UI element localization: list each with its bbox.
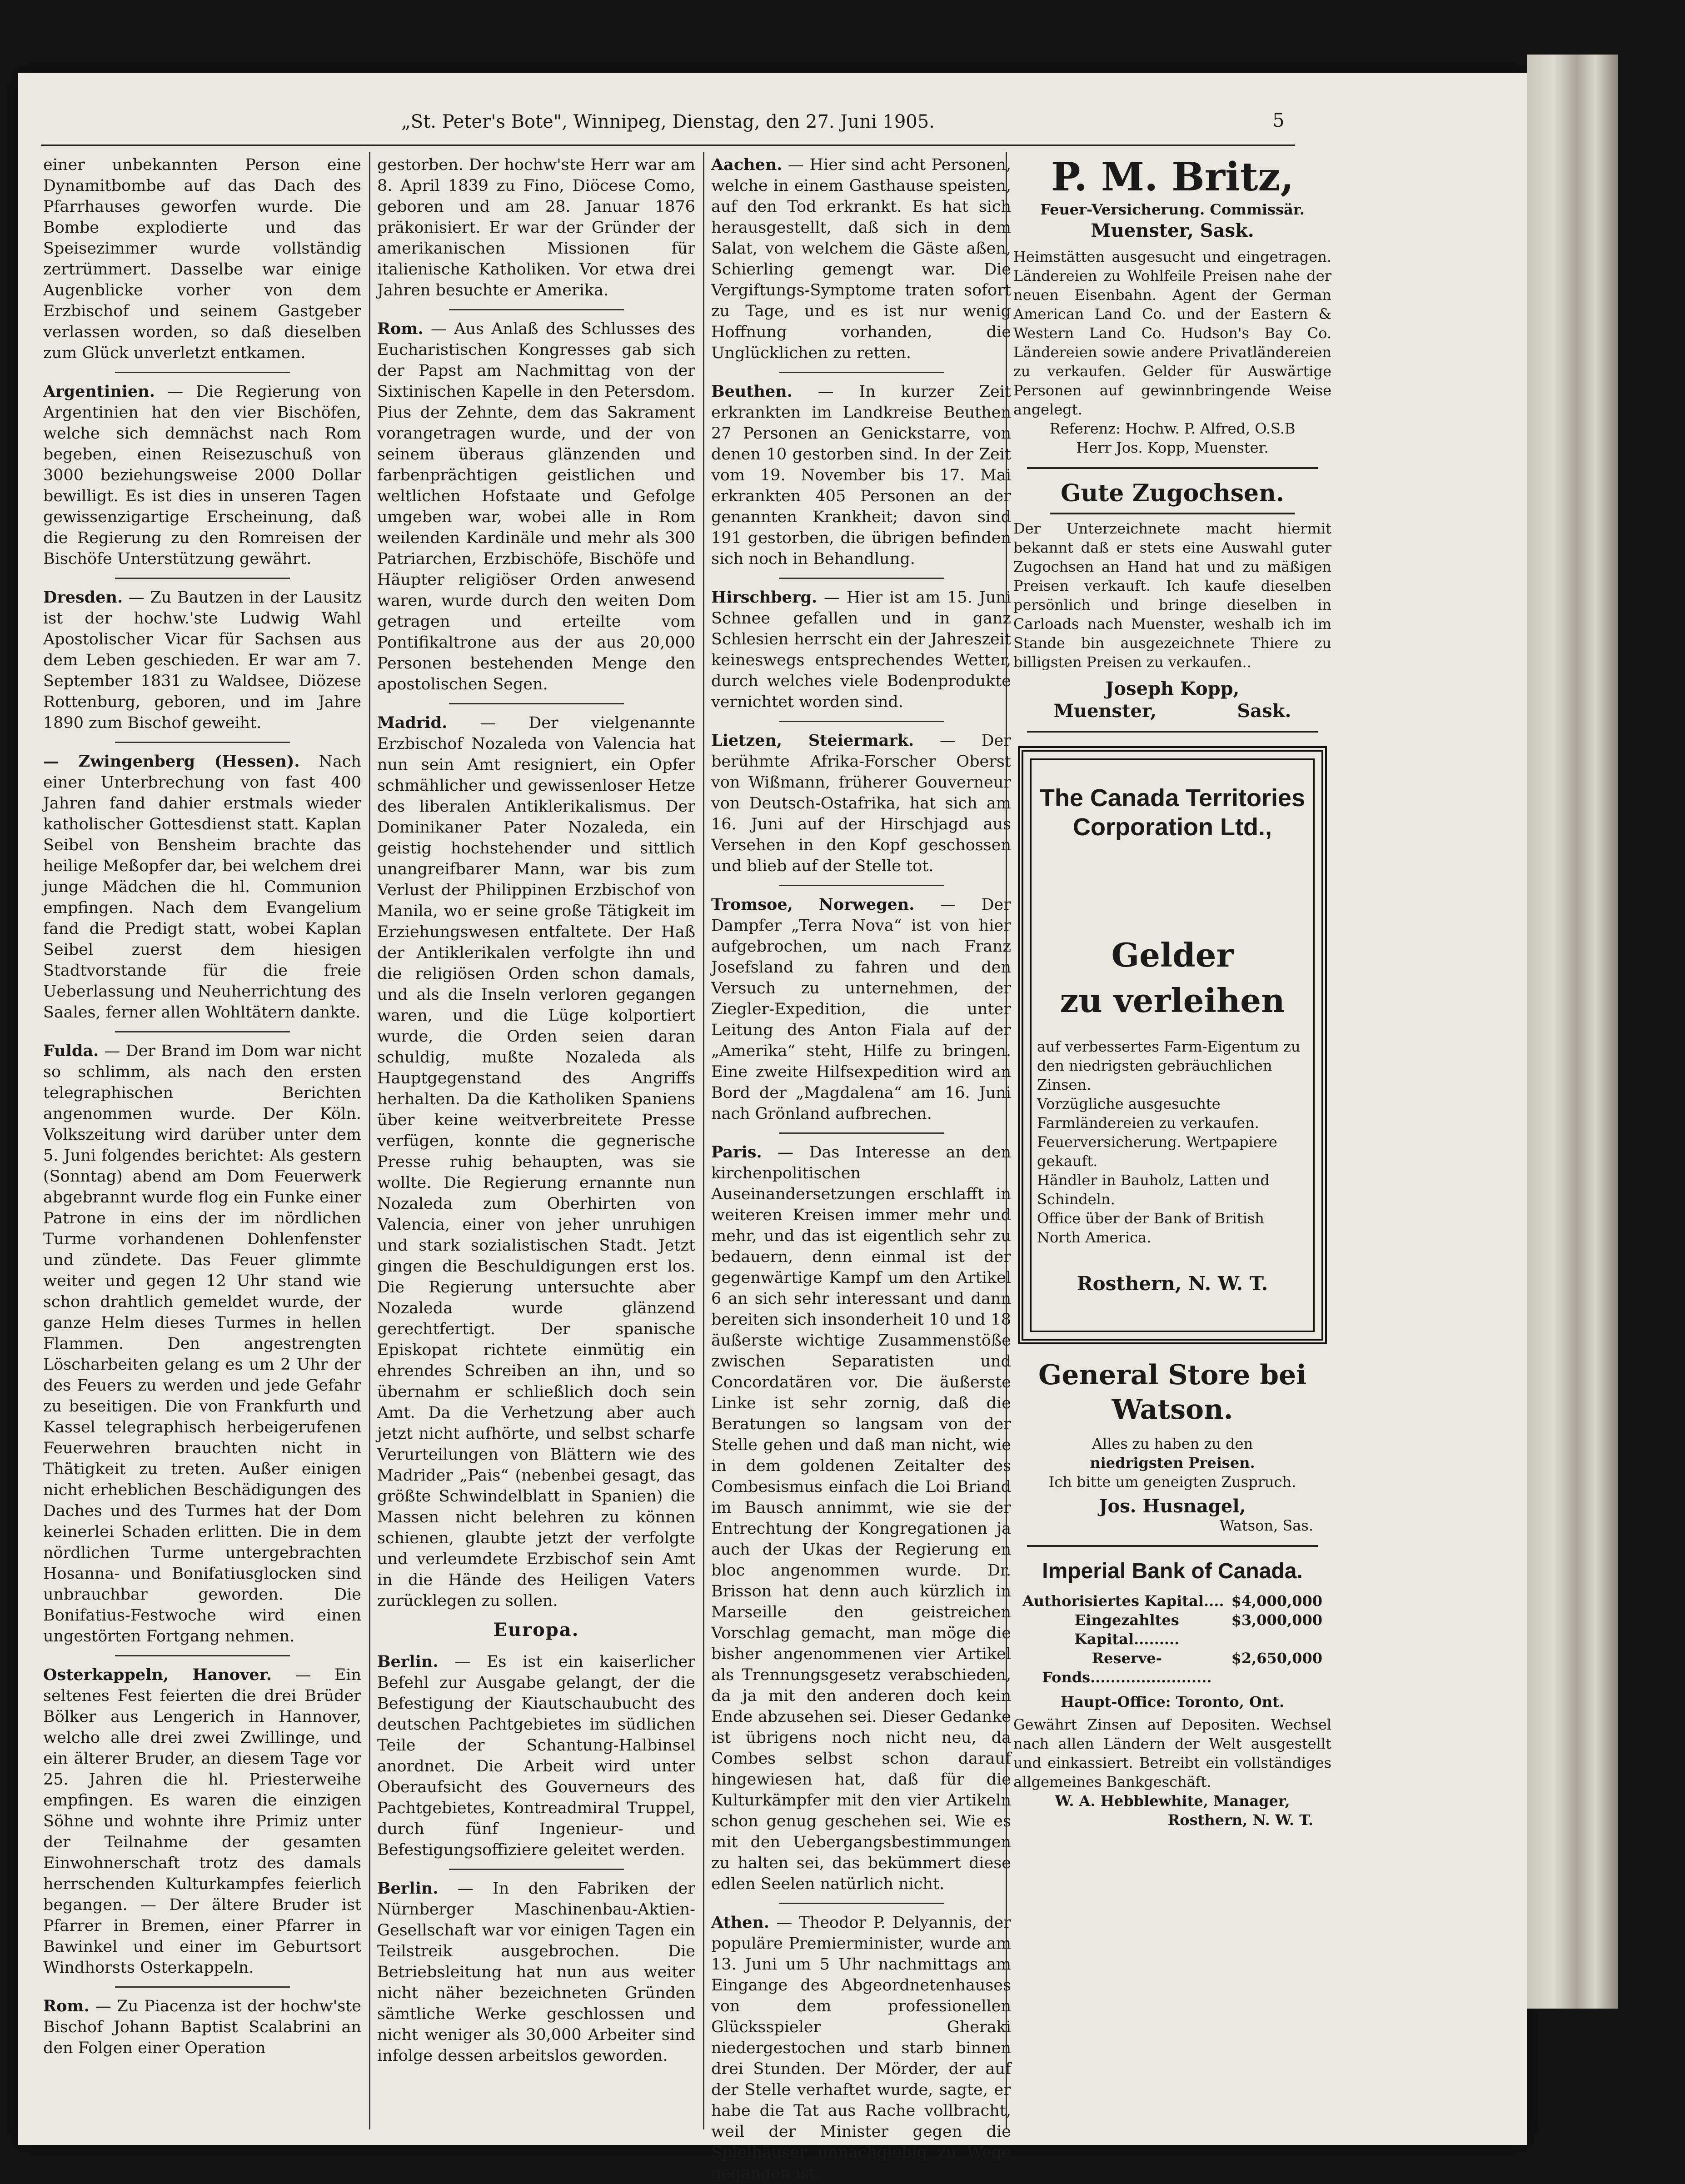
ad-canada-territories (1018, 746, 1327, 1344)
article (711, 894, 1011, 1124)
ad-bank-row-label: Authorisiertes Kapital.... (1022, 1592, 1224, 1610)
ad-bank-row-label: Reserve-Fonds........................ (1042, 1650, 1212, 1686)
ad-britz-reference2: Herr Jos. Kopp, Muenster. (1076, 439, 1269, 456)
article (43, 1665, 361, 1978)
article-text: — Der vielgenannte Erzbischof Nozaleda von Valencia hat nun sein Amt resigniert, ein Opfer schmählicher und gewissenloser Hetze des liberalen Antiklerikalismus. Der Dominikaner Pater Nozaleda, ein geistig hochstehender und sittlich unangreifbarer Mann, war bis zum Verlust der Philippinen Erzbischof von Manila, wo er seine große Tätigkeit im Erziehungswesen entfaltete. Der Haß der Antiklerikalen verfolgte ihn und die religiösen Orden schon damals, und als die Inseln verloren gegangen waren, und die Lüge kolportiert wurde, die Orden seien daran schuldig, mußte Nozaleda als Hauptgegenstand des Angriffs herhalten. Da die Katholiken Spaniens über keine weitverbreitete Presse verfügen, konnte die gegnerische Presse ruhig behaupten, was sie wollte. Die Regierung ernannte nun Nozaleda zum Oberhirten von Valencia, einer von jeher unruhigen und stark sozialistischen Stadt. Jetzt gingen die Beschuldigungen erst los. Die Regierung untersuchte aber Nozaleda wurde glänzend gerechtfertigt. Der spanische Episkopat richtete einmütig ein ehrendes Schreiben an ihn, und so übernahm er schließlich doch sein Amt. Da die Verhetzung aber auch jetzt nicht aufhörte, und selbst scharfe Verurteilungen von Blättern wie des Madrider „Pais“ (nebenbei gesagt, das größte Schwindelblatt in Spanien) die Massen nicht belehren zu können schienen, glaubte jetzt der verfolgte und verleumdete Erzbischof sein Amt in die Hände des Heiligen Vaters zurücklegen zu sollen. (377, 714, 695, 1610)
article-dateline: Osterkappeln, Hanover. (43, 1665, 272, 1684)
ad-watson-title: General Store bei Watson. (1038, 1359, 1307, 1426)
article-text: — Die Regierung von Argentinien hat den vier Bischöfen, welche sich demnächst nach Rom begeben, einen Reisezuschuß von 3000 beziehungsweise 2000 Dollar bewilligt. Es ist dies in unseren Tagen gewissenzigartige Erscheinung, daß die Regierung zu den Romreisen der Bischöfe Unterstützung gewährt. (43, 383, 361, 568)
article-text: — Aus Anlaß des Schlusses des Eucharistischen Kongresses gab sich der Papst am Nachmittag von der Sixtinischen Kapelle in den Petersdom. Pius der Zehnte, dem das Sakrament vorangetragen wurde, und der von seinem überaus glänzenden und farbenprächtigen geistlichen und weltlichen Hofstaate und Gefolge umgeben war, wobei alle in Rom weilenden Kardinäle und mehr als 300 Patriarchen, Erzbischöfe, Bischöfe und Häupter religiöser Orden anwesend waren, wurde durch den weiten Dom getragen und erteilte vom Pontifikaltrone aus der aus 20,000 Personen bestehenden Menge den apostolischen Segen. (377, 320, 695, 693)
article-text: — Der Brand im Dom war nicht so schlimm, als nach den ersten telegraphischen Berichten angenommen wurde. Der Köln. Volkszeitung wird darüber unter dem 5. Juni folgendes berichtet: Als gestern (Sonntag) abend am Dom Feuerwerk abgebrannt wurde flog ein Funke einer Patrone in eins der im nördlichen Turme vorhandenen Dohlenfenster und zündete. Das Feuer glimmte weiter und gegen 12 Uhr stand wie schon drahtlich gemeldet wurde, der ganze Helm dieses Turmes in hellen Flammen. Den angestrengten Löscharbeiten gelang es um 2 Uhr der des Feuers zu werden und jede Gefahr zu beseitigen. Die von Frankfurth und Kassel telegraphisch herbeigerufenen Feuerwehren brauchten nicht in Thätigkeit zu treten. Außer einigen nicht erheblichen Beschädigungen des Daches und des Turmes hat der Dom keinerlei Schaden erlitten. Die in dem nördlichen Turme untergebrachten Hosanna- und Bonifatiusglocken sind unbrauchbar geworden. Die Bonifatius-Festwoche wird einen ungestörten Fortgang nehmen. (43, 1042, 361, 1645)
article (377, 1651, 695, 1860)
article-separator (115, 1655, 290, 1656)
ad-bank-row-value: $4,000,000 (1231, 1592, 1322, 1610)
column-a (43, 155, 361, 2152)
article (43, 1041, 361, 1647)
article (711, 1142, 1011, 1895)
ad-watson-line1: Alles zu haben zu den (1092, 1435, 1253, 1452)
ad-zugochsen-title: Gute Zugochsen. (1061, 479, 1284, 507)
article (377, 319, 695, 695)
ad-bank-office: Haupt-Office: Toronto, Ont. (1060, 1693, 1285, 1710)
article-separator (115, 1031, 290, 1032)
ad-bank (1013, 1557, 1331, 1830)
ad-bank-row-label: Eingezahltes Kapital......... (1074, 1611, 1180, 1648)
ad-ctc-body: auf verbessertes Farm-Eigentum zu den niedrigsten gebräuchlichen Zinsen. (1037, 1038, 1301, 1093)
article-dateline: Berlin. (377, 1879, 439, 1898)
ad-watson-line1b: niedrigsten Preisen. (1090, 1454, 1255, 1471)
article-separator (779, 372, 944, 373)
ad-ctc-name: The Canada Territories Corporation Ltd., (1039, 784, 1306, 841)
article-dateline: Fulda. (43, 1042, 99, 1060)
ad-britz (1013, 155, 1331, 457)
article-text: — Ein seltenes Fest feierten die drei Brüder Bölker aus Lengerich in Hannover, welcho alle drei zwei Zwillinge, und ein älterer Bruder, an diesem Tage vor 25. Jahren die hl. Priesterweihe empfingen. Es waren die einzigen Söhne und wohnte ihre Primiz unter der Teilnahme der gesamten Einwohnerschaft trotz des damals herrschenden Kulturkampfes feierlich begangen. — Der ältere Bruder ist Pfarrer in Bremen, einer Pfarrer in Bawinkel und einer im Geburtsort Windhorsts Osterkappeln. (43, 1666, 361, 1977)
ad-britz-body: Heimstätten ausgesucht und eingetragen. Ländereien zu Wohlfeile Preisen nahe der neuen Eisenbahn. Agent der German American Land Co. und der Eastern & Western Land Co. Hudson's Bay Co. Ländereien sowie andere Privatländereien zu verkaufen. Gelder für Auswärtige Personen auf gewinnbringende Weise angelegt. (1013, 248, 1331, 418)
ad-bank-row (1022, 1591, 1322, 1611)
ad-zugochsen-body: Der Unterzeichnete macht hiermit bekannt daß er stets eine Auswahl guter Zugochsen an Hand hat und zu mäßigen Preisen verkauft. Ich kaufe dieselben persönlich und bringe dieselben in Carloads nach Muenster, weshalb ich im Stande bin ausgezeichnete Thiere zu billigsten Preisen zu verkaufen.. (1013, 520, 1331, 671)
ad-watson-signature: Jos. Husnagel, (1099, 1496, 1246, 1517)
ad-bank-row (1022, 1611, 1322, 1649)
ad-watson (1013, 1358, 1331, 1535)
ad-bank-signature: W. A. Hebblewhite, Manager, (1055, 1792, 1290, 1810)
article-dateline: Rom. (377, 319, 424, 338)
ad-zugochsen (1013, 479, 1331, 721)
advertisement-column (1013, 155, 1331, 1830)
article (377, 155, 695, 301)
ad-divider (1027, 731, 1318, 733)
article-dateline: Argentinien. (43, 382, 155, 401)
ad-britz-reference: Referenz: Hochw. P. Alfred, O.S.B (1049, 420, 1296, 437)
article-separator (449, 1869, 624, 1870)
article-dateline: Beuthen. (711, 382, 793, 401)
article-separator (779, 1132, 944, 1134)
ad-watson-place: Watson, Sas. (1219, 1517, 1313, 1534)
article-text: einer unbekannten Person eine Dynamitbombe auf das Dach des Pfarrhauses geworfen wurde. Die Bombe explodierte und das Speisezimmer wurde vollständig zertrümmert. Dasselbe war einige Augenblicke vorher von dem Erzbischof und seinem Gastgeber verlassen worden, so daß dieselben zum Glück unverletzt entkamen. (43, 156, 361, 362)
article-dateline: Hirschberg. (711, 588, 818, 607)
column-rule (369, 152, 370, 2129)
article-separator (779, 885, 944, 886)
page-header: „St. Peter's Bote", Winnipeg, Dienstag, den 27. Juni 1905. (401, 111, 935, 132)
section-heading: Europa. (493, 1619, 579, 1640)
article-dateline: Rom. (43, 1997, 90, 2015)
ad-divider (1050, 513, 1295, 514)
article (711, 730, 1011, 877)
article-separator (115, 742, 290, 743)
article-text: — Zu Piacenza ist der hochw'ste Bischof Johann Baptist Scalabrini an den Folgen einer Operation (43, 1997, 361, 2057)
article-text: — Zu Bautzen in der Lausitz ist der hochw.'ste Ludwig Wahl Apostolischer Vicar für Sachsen aus dem Leben geschieden. Er war am 7. September 1831 zu Waldsee, Diözese Rottenburg, geboren, und im Jahre 1890 zum Bischof geweiht. (43, 588, 361, 732)
ad-bank-rows (1022, 1591, 1322, 1687)
ad-ctc-line3: Händler in Bauholz, Latten und Schindeln. (1037, 1172, 1270, 1208)
ad-bank-place: Rosthern, N. W. T. (1167, 1811, 1313, 1829)
article-dateline: Madrid. (377, 713, 448, 732)
ad-britz-place: Muenster, Sask. (1091, 220, 1254, 241)
article (711, 587, 1011, 713)
article-text: gestorben. Der hochw'ste Herr war am 8. April 1839 zu Fino, Diöcese Como, geboren und am 28. Januar 1876 präkonisiert. Er war der Gründer der amerikanischen Missionen für italienische Katholiken. Vor etwa drei Jahren besuchte er Amerika. (377, 156, 695, 299)
ad-zugochsen-place: Muenster, (1053, 700, 1157, 722)
column-rule (703, 152, 704, 2129)
article-dateline: — Zwingenberg (Hessen). (43, 752, 300, 771)
ad-ctc-heading2: zu verleihen (1060, 981, 1285, 1020)
ad-zugochsen-place2: Sask. (1237, 700, 1291, 722)
article-dateline: Paris. (711, 1143, 762, 1162)
article-text: — Es ist ein kaiserlicher Befehl zur Ausgabe gelangt, der die Befestigung der Kiautschaubucht des deutschen Pachtgebietes im südlichen Teile der Schantung-Halbinsel anordnet. Die Arbeit wird unter Oberaufsicht des Gouverneurs des Pachtgebietes, Kontreadmiral Truppel, durch fünf Ingenieur- und Befestigungsoffiziere geleitet werden. (377, 1653, 695, 1859)
article-dateline: Athen. (711, 1913, 770, 1932)
ad-ctc-line1: Vorzügliche ausgesuchte Farmländereien zu verkaufen. (1037, 1095, 1259, 1132)
article-dateline: Tromsoe, Norwegen. (711, 895, 915, 914)
ad-britz-name: P. M. Britz, (1051, 154, 1294, 200)
article-separator (449, 309, 624, 310)
article-separator (779, 1903, 944, 1904)
article-separator (779, 578, 944, 579)
ad-ctc-line4: Office über der Bank of British North America. (1037, 1210, 1264, 1246)
article-separator (115, 578, 290, 579)
article (43, 751, 361, 1023)
page-edge (1527, 55, 1618, 2009)
ad-watson-line2: Ich bitte um geneigten Zuspruch. (1048, 1473, 1296, 1491)
article-text: Nach einer Unterbrechung von fast 400 Jahren fand dahier erstmals wieder katholischer Gottesdienst statt. Kaplan Seibel von Bensheim brachte das heilige Meßopfer dar, bei welchem drei junge Mädchen die hl. Communion empfingen. Nach dem Evangelium fand die Predigt statt, wobei Kaplan Seibel zuerst dem hiesigen Stadtvorstande für die freie Ueberlassung und Neuherrichtung des Saales, ferner allen Wohltätern dankte. (43, 753, 361, 1022)
ad-zugochsen-signature: Joseph Kopp, (1105, 678, 1240, 699)
page-number: 5 (1272, 109, 1285, 131)
article-dateline: Dresden. (43, 588, 123, 607)
article (711, 1912, 1011, 2184)
article (43, 1996, 361, 2059)
ad-ctc-line2: Feuerversicherung. Wertpapiere gekauft. (1037, 1133, 1277, 1170)
ad-britz-subtitle: Feuer-Versicherung. Commissär. (1040, 201, 1305, 218)
article-text: — In den Fabriken der Nürnberger Maschinenbau-Aktien-Gesellschaft war vor einigen Tagen ein Teilstreik ausgebrochen. Die Betriebsleitung hat nun aus weiter nicht näher bezeichneten Gründen sämtliche Werke geschlossen und nicht weniger als 30,000 Arbeiter sind infolge dessen arbeitslos geworden. (377, 1880, 695, 2065)
article (711, 155, 1011, 364)
article-dateline: Lietzen, Steiermark. (711, 731, 914, 750)
article (43, 155, 361, 364)
ad-bank-row-value: $2,650,000 (1231, 1650, 1322, 1667)
article-separator (115, 1986, 290, 1988)
ad-bank-body: Gewährt Zinsen auf Depositen. Wechsel nach allen Ländern der Welt ausgestellt und einkassiert. Betreibt ein vollständiges allgemeines Bankgeschäft. (1013, 1716, 1331, 1790)
article-dateline: Aachen. (711, 155, 783, 174)
article-separator (449, 703, 624, 704)
article-text: — Hier sind acht Personen, welche in einem Gasthause speisten, auf den Tod erkrankt. Es hat sich herausgestellt, daß sich in dem Salat, von welchem die Gäste aßen, Schierling gemengt war. Die Vergiftungs-Symptome traten sofort zu Tage, und es ist nur wenig Hoffnung vorhanden, die Unglücklichen zu retten. (711, 156, 1011, 362)
ad-bank-row-value: $3,000,000 (1231, 1611, 1322, 1629)
ad-divider (1027, 467, 1318, 469)
article (43, 381, 361, 569)
column-c (711, 155, 1011, 2183)
article (43, 587, 361, 733)
header-rule (41, 145, 1295, 146)
article-text: — Der berühmte Afrika-Forscher Oberst von Wißmann, früherer Gouverneur von Deutsch-Ostafrika, hat sich am 16. Juni auf der Hirschjagd aus Versehen in den Kopf geschossen und blieb auf der Stelle tot. (711, 732, 1011, 875)
article-separator (779, 721, 944, 722)
column-b (377, 155, 695, 2152)
article (377, 1878, 695, 2066)
ad-ctc-heading1: Gelder (1111, 936, 1234, 974)
article-dateline: Berlin. (377, 1652, 439, 1671)
article-separator (115, 372, 290, 373)
article-text: — Der Dampfer „Terra Nova“ ist von hier aufgebrochen, um nach Franz Josefsland zu fahren und den Versuch zu unternehmen, der Ziegler-Expedition, die unter Leitung des Anton Fiala auf der „Amerika“ steht, Hilfe zu bringen. Eine zweite Hilfsexpedition wird an Bord der „Magdalena“ am 16. Juni nach Grönland aufbrechen. (711, 896, 1011, 1123)
article-text: — Hier ist am 15. Juni Schnee gefallen und in ganz Schlesien herrscht ein der Jahreszeit keineswegs entsprechendes Wetter, durch welches viele Bodenprodukte vernichtet worden sind. (711, 588, 1011, 711)
ad-bank-title: Imperial Bank of Canada. (1042, 1559, 1303, 1583)
article-text: — Theodor P. Delyannis, der populäre Premierminister, wurde am 13. Juni um 5 Uhr nachmittags am Eingange des Abgeordnetenhauses von dem professionellen Glücksspieler Gheraki niedergestochen und starb binnen drei Stunden. Der Mörder, der auf der Stelle verhaftet wurde, sagte, er habe die Tat aus Rache vollbracht, weil der Minister gegen die Spielhäuser unnachgiebig zu Wege gegangen ist. (711, 1914, 1011, 2183)
article (377, 713, 695, 1611)
ad-divider (1027, 1545, 1318, 1547)
article-text: — Das Interesse an den kirchenpolitischen Auseinandersetzungen erschlafft in weiteren Kreisen immer mehr und mehr, und das ist eigentlich sehr zu bedauern, denn einmal ist der gegenwärtige Kampf um den Artikel 6 an sich sehr interessant und dann bereiten sich insonderheit 10 und 18 äußerste wichtige Zusammenstöße zwischen Separatisten und Concordatären vor. Die äußerste Linke ist sehr zornig, daß die Beratungen so langsam von der Stelle gehen und daß man nicht, wie in dem goldenen Zeitalter des Combesismus einfach die Loi Briand im Bausch annimmt, wie sie der Entrechtung der Kongregationen ja auch der Ukas der Regierung en bloc angenommen wurde. Dr. Brisson hat denn auch kürzlich in Marseille den geistreichen Vorschlag gemacht, man möge die bisher angenommenen vier Artikel als Trennungsgesetz verabschieden, da ja mit den anderen doch kein Ende abzusehen sei. Dieser Gedanke ist übrigens noch nicht neu, da Combes selbst schon darauf hingewiesen hat, daß für die Kulturkämpfer mit den vier Artikeln schon genug geschehen sei. Wie es mit den Uebergangsbestimmungen zu halten sei, das bekümmert diese edlen Seelen natürlich nicht. (711, 1143, 1011, 1893)
ad-bank-row (1022, 1649, 1322, 1687)
ad-ctc-place: Rosthern, N. W. T. (1077, 1272, 1268, 1295)
article-text: — In kurzer Zeit erkrankten im Landkreise Beuthen 27 Personen an Genickstarre, von denen 10 gestorben sind. In der Zeit vom 19. November bis 17. Mai erkrankten 405 Personen an der genannten Krankheit; davon sind 191 gestorben, die übrigen befinden sich noch in Behandlung. (711, 383, 1011, 568)
article (711, 381, 1011, 569)
